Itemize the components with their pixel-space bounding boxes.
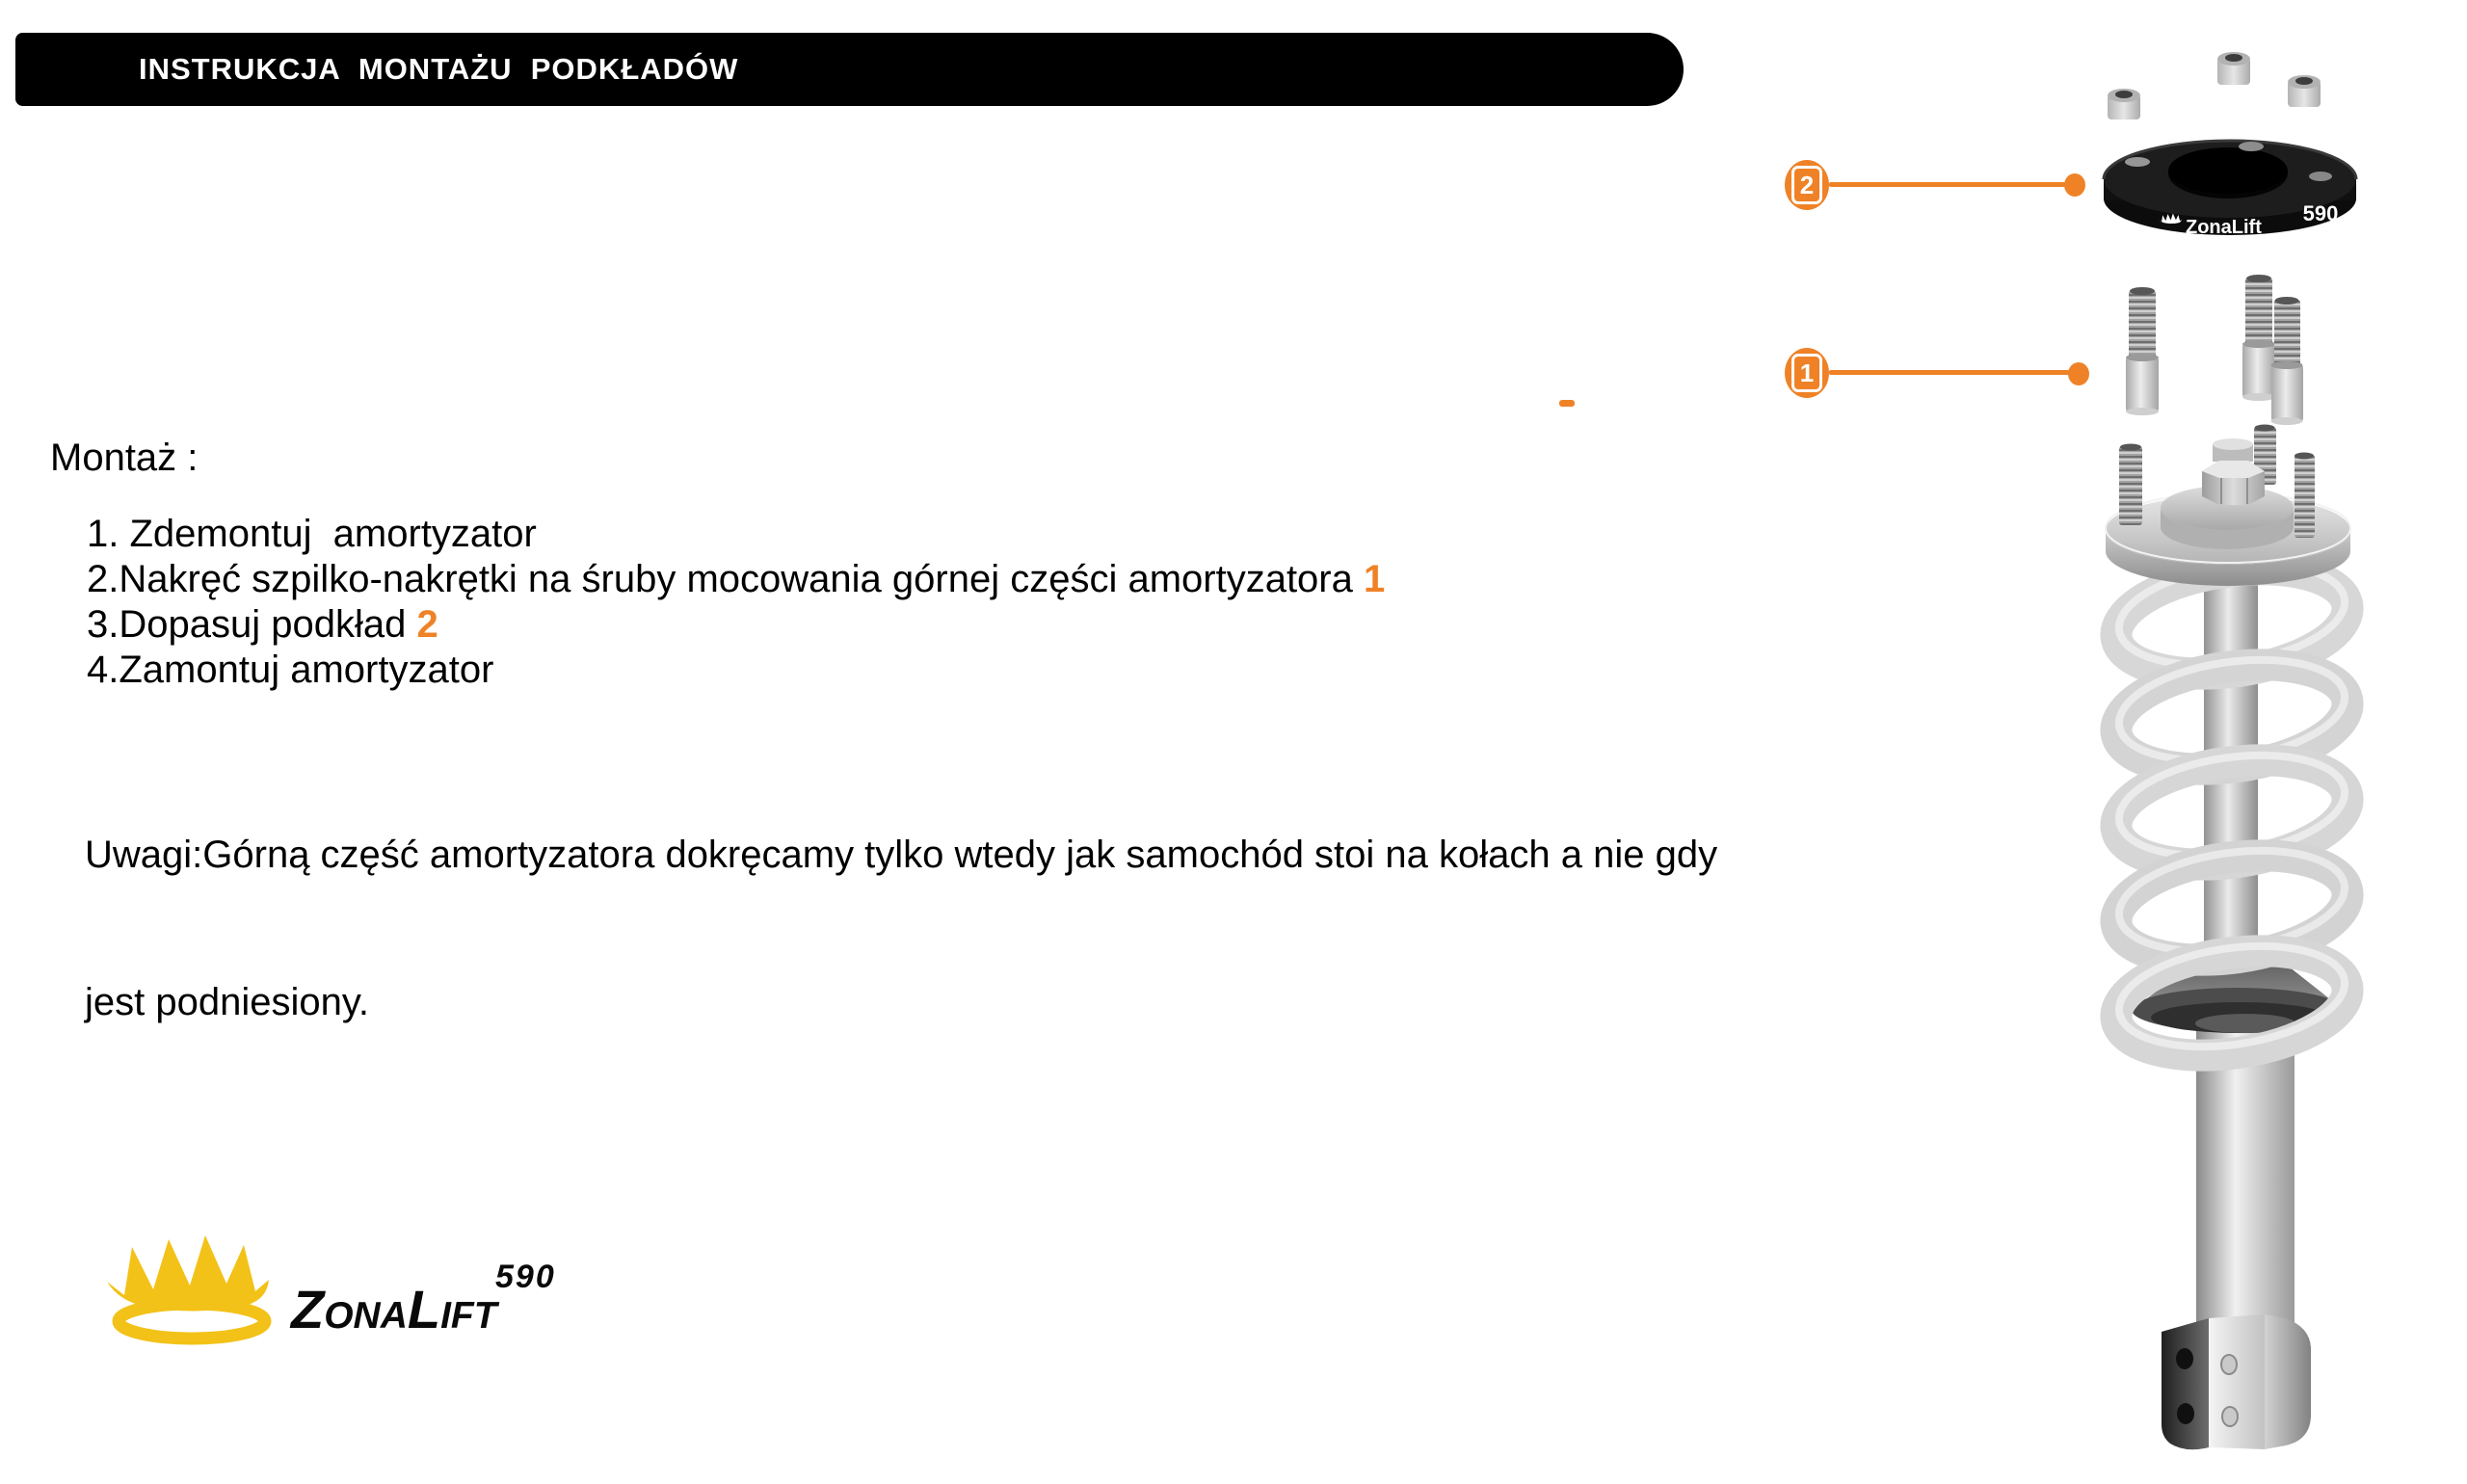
shock-absorber-diagram [1764, 29, 2467, 1484]
lower-bracket [2162, 1314, 2311, 1449]
callout-badge-2-number: 2 [1791, 166, 1822, 204]
spacer-hole-spot [2309, 172, 2332, 181]
section-heading: Montaż : [50, 437, 199, 479]
step-2: 2.Nakręć szpilko-nakrętki na śruby mocowania górnej części amortyzatora 1 [87, 558, 1386, 600]
page-title: INSTRUKCJA MONTAŻU PODKŁADÓW [139, 52, 739, 86]
nut-2 [2217, 52, 2250, 85]
zonalift-crown-icon [99, 1232, 292, 1345]
step-4: 4.Zamontuj amortyzator [87, 649, 494, 691]
warning-note-line1: Uwagi:Górną część amortyzatora dokręcamy tylko wtedy jak samochód stoi na kołach a nie gdy [85, 834, 1718, 876]
stud-extenders [2126, 275, 2303, 425]
nut-3 [2288, 75, 2321, 107]
warning-note [85, 732, 1717, 1076]
spacer-model-marking: 590 [2302, 201, 2339, 225]
spacer-hole-spot [2239, 142, 2264, 151]
orange-dash-mark [1559, 400, 1575, 407]
step-2-part-ref: 1 [1363, 558, 1386, 600]
installation-steps [87, 512, 1385, 693]
stud-extender-middle [2242, 275, 2275, 401]
spacer-brand-marking: ZonaLift [2186, 217, 2262, 238]
stud-extender-left [2126, 287, 2159, 415]
callout-badge-1-number: 1 [1791, 354, 1822, 392]
step-3-part-ref: 2 [416, 603, 438, 646]
spacer-hole-spot [2125, 157, 2150, 167]
nut-1 [2108, 89, 2140, 119]
stud-extender-right [2271, 297, 2304, 425]
warning-note-line2: jest podniesiony. [85, 981, 369, 1023]
title-banner [15, 33, 1684, 106]
step-3: 3.Dopasuj podkład 2 [87, 603, 438, 646]
zonalift-logo-model: 590 [495, 1259, 556, 1295]
spacer-nuts [2108, 52, 2321, 119]
zonalift-logo-text: ZonaLift [291, 1279, 497, 1339]
lift-spacer [2104, 141, 2356, 238]
step-1: 1. Zdemontuj amortyzator [87, 513, 537, 555]
strut-assembly [2106, 425, 2354, 1450]
